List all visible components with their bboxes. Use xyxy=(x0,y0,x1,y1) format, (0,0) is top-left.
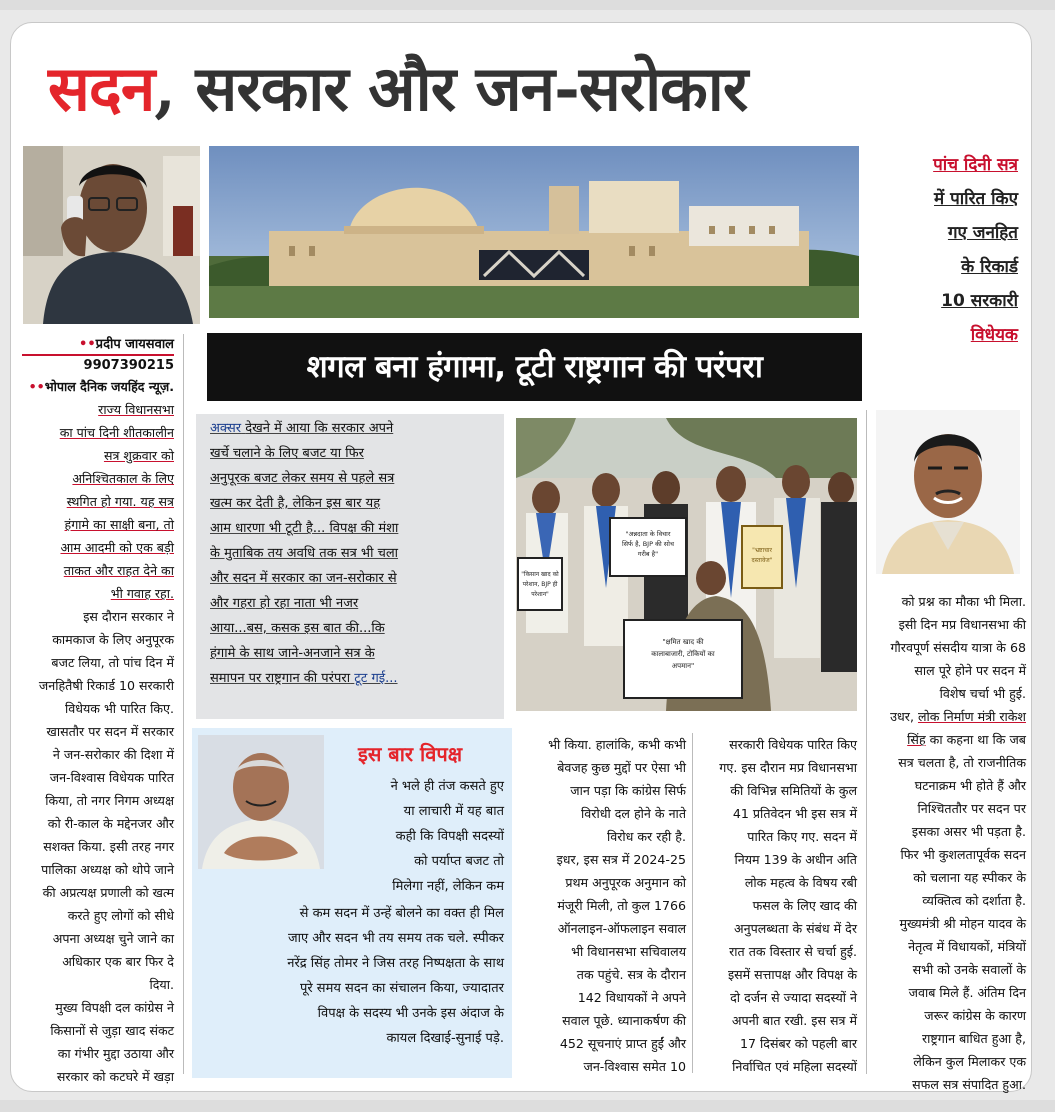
side-headline-line: 10 सरकारी xyxy=(941,291,1018,311)
minister-photo xyxy=(876,410,1020,574)
svg-text:सिर्फ है, BJP की सोच: सिर्फ है, BJP की सोच xyxy=(621,540,675,548)
side-headline-line: के रिकार्ड xyxy=(961,257,1018,277)
side-headline-line: में पारित किए xyxy=(934,189,1018,209)
article-column-mid-2: सरकारी विधेयक पारित किए गए. इस दौरान मप्र विधानसभा की विभिन्न समितियों के कुल 41 प्रतिवेदन भी इस सत्र में पारित किए गए. सदन में नियम 139 के अधीन अति लोक महत्व के विषय रबी फसल के लिए खाद की अनुपलब्धता के संबंध में देर रात तक विस्तार से चर्चा हुई. इसमें सत्तापक्ष और विपक्ष के दो दर्जन से ज्यादा सदस्यों ने अपनी बात रखी. इस सत्र में 17 दिसंबर को पहली बार निर्वाचित एवं महिला सदस्यों xyxy=(719,737,857,1074)
placard xyxy=(518,558,562,610)
side-headline xyxy=(874,148,1018,352)
svg-text:कालाबाजारी, टोकियों का: कालाबाजारी, टोकियों का xyxy=(651,650,715,658)
placard xyxy=(610,518,686,576)
placard-text: "अन्नदाता के विचार xyxy=(625,530,671,538)
svg-text:गरीब है": गरीब है" xyxy=(637,550,659,558)
article-column-mid-1: भी किया. हालांकि, कभी कभी बेवजह कुछ मुद्दों पर ऐसा भी जान पड़ा कि कांग्रेस सिर्फ विरोधी दल होने के नाते विरोध कर रही है. इधर, इस सत्र में 2024-25 प्रथम अनुपूरक अनुमान को मंजूरी मिली, तो कुल 1766 ऑनलाइन-ऑफलाइन सवाल भी विधानसभा सचिवालय तक पहुंचे. सत्र के दौरान 142 विधायकों ने अपने सवाल पूछे. ध्यानाकर्षण की 452 सूचनाएं प्राप्त हुईं और जन-विश्वास समेत 10 xyxy=(548,737,686,1074)
svg-text:"किसान खाद को: "किसान खाद को xyxy=(521,571,559,578)
opposition-box-title: इस बार विपक्ष xyxy=(358,742,463,766)
side-headline-line: गए जनहित xyxy=(947,223,1018,243)
article-column-right: को प्रश्न का मौका भी मिला. इसी दिन मप्र विधानसभा की गौरवपूर्ण संसदीय यात्रा के 68 साल पूरे होने पर सदन में विशेष चर्चा भी हुई. उधर, लोक निर्माण मंत्री राकेश सिंह का कहना था कि जब सत्र चलता है, तो राजनीतिक घटनाक्रम भी होते हैं और निश्चिततौर पर सदन पर इसका असर भी पड़ता है. फिर भी कुशलतापूर्वक सदन को चलाना यह स्पीकर के व्यक्तित्व को दर्शाता है. मुख्यमंत्री श्री मोहन यादव के नेतृत्व में विधायकों, मंत्रियों सभी को उनके सवालों के जवाब मिले हैं. अंतिम दिन जरूर कांग्रेस के कारण राष्ट्रगान बाधित हुआ है, लेकिन कुल मिलाकर एक सफल सत्र संपादित हुआ. xyxy=(890,594,1026,1092)
page-bottom-edge xyxy=(0,1100,1055,1112)
headline-red-part: सदन xyxy=(48,52,155,125)
bullet-icon: •• xyxy=(28,379,45,394)
svg-text:दस्तावेज": दस्तावेज" xyxy=(751,557,773,564)
headline-rest: , सरकार और जन-सरोकार xyxy=(154,52,748,125)
svg-text:"क्षमित खाद की: "क्षमित खाद की xyxy=(662,638,704,646)
byline-phone: 9907390215 xyxy=(83,358,174,373)
article-column-1 xyxy=(22,334,174,1088)
pull-quote-box xyxy=(196,414,504,719)
column-1-text: ••भोपाल दैनिक जयहिंद न्यूज़. राज्य विधानसभा का पांच दिनी शीतकालीन सत्र शुक्रवार को अनिश्चितकाल के लिए स्थगित हो गया. यह सत्र हंगामे का साक्षी बना, तो आम आदमी को एक बड़ी ताकत और राहत देने का भी गवाह रहा. इस दौरान सरकार ने कामकाज के लिए अनुपूरक बजट लिया, तो पांच दिन में जनहितैषी रिकार्ड 10 सरकारी विधेयक भी पारित किए. खासतौर पर सदन में सरकार ने जन-सरोकार की दिशा में जन-विश्वास विधेयक पारित किया, तो नगर निगम अध्यक्ष को री-काल के मद्देनजर और सशक्त किया. इसी तरह नगर पालिका अध्यक्ष को थोपे जाने की अप्रत्यक्ष प्रणाली को खत्म करते हुए लोगों को सीधे अपना अध्यक्ष चुने जाने का अधिकार एक बार फिर दे दिया. मुख्य विपक्षी दल कांग्रेस ने किसानों से जुड़ा खाद संकट का गंभीर मुद्दा उठाया और सरकार को कटघरे में खड़ा xyxy=(28,379,174,1084)
subheadline-band: शगल बना हंगामा, टूटी राष्ट्रगान की परंपरा xyxy=(207,333,862,401)
side-headline-line: पांच दिनी सत्र xyxy=(933,155,1018,175)
placard xyxy=(742,526,782,588)
svg-text:अपमान": अपमान" xyxy=(671,662,695,670)
column-divider xyxy=(692,733,693,1073)
placard xyxy=(624,620,742,698)
column-divider xyxy=(183,334,184,1074)
reporter-photo xyxy=(23,146,200,324)
pull-quote-text: अक्सर देखने में आया कि सरकार अपने खर्चे चलाने के लिए बजट या फिर अनुपूरक बजट लेकर समय से पहले सत्र खत्म कर देती है, लेकिन इस बार यह आम धारणा भी टूटी है... विपक्ष की मंशा के मुताबिक तय अवधि तक सत्र भी चला और सदन में सरकार का जन-सरोकार से और गहरा हो रहा नाता भी नजर आया...बस, कसक इस बात की...कि हंगामे के साथ जाने-अनजाने सत्र के समापन पर राष्ट्रगान की परंपरा टूट गई... xyxy=(210,421,399,686)
side-headline-line: विधेयक xyxy=(970,325,1018,345)
bullet-icon: •• xyxy=(79,337,96,352)
byline-author: ••प्रदीप जायसवाल xyxy=(79,337,174,352)
svg-text:परेशान, BJP ही: परेशान, BJP ही xyxy=(522,581,558,588)
main-headline xyxy=(48,44,747,134)
speaker-photo xyxy=(198,735,324,869)
svg-text:परेशान": परेशान" xyxy=(531,591,549,598)
protest-photo xyxy=(516,418,857,711)
assembly-building-photo xyxy=(209,146,859,318)
svg-text:"भ्रष्टाचार: "भ्रष्टाचार xyxy=(752,547,772,554)
column-divider xyxy=(866,410,867,1074)
byline-divider xyxy=(22,354,174,356)
page-top-edge xyxy=(0,0,1055,10)
opposition-box-text-wide: से कम सदन में उन्हें बोलने का वक्त ही मिल जाए और सदन भी तय समय तक चले. स्पीकर नरेंद्र सिंह तोमर ने जिस तरह निष्पक्षता के साथ पूरे समय सदन का संचालन किया, ज्यादातर विपक्ष के सदस्य भी उनके इस अंदाज के कायल दिखाई-सुनाई पड़े. xyxy=(287,906,504,1046)
opposition-box-text-narrow: ने भले ही तंज कसते हुए या लाचारी में यह बात कही कि विपक्षी सदस्यों को पर्याप्त बजट तो मिलेगा नहीं, लेकिन कम xyxy=(390,779,504,894)
